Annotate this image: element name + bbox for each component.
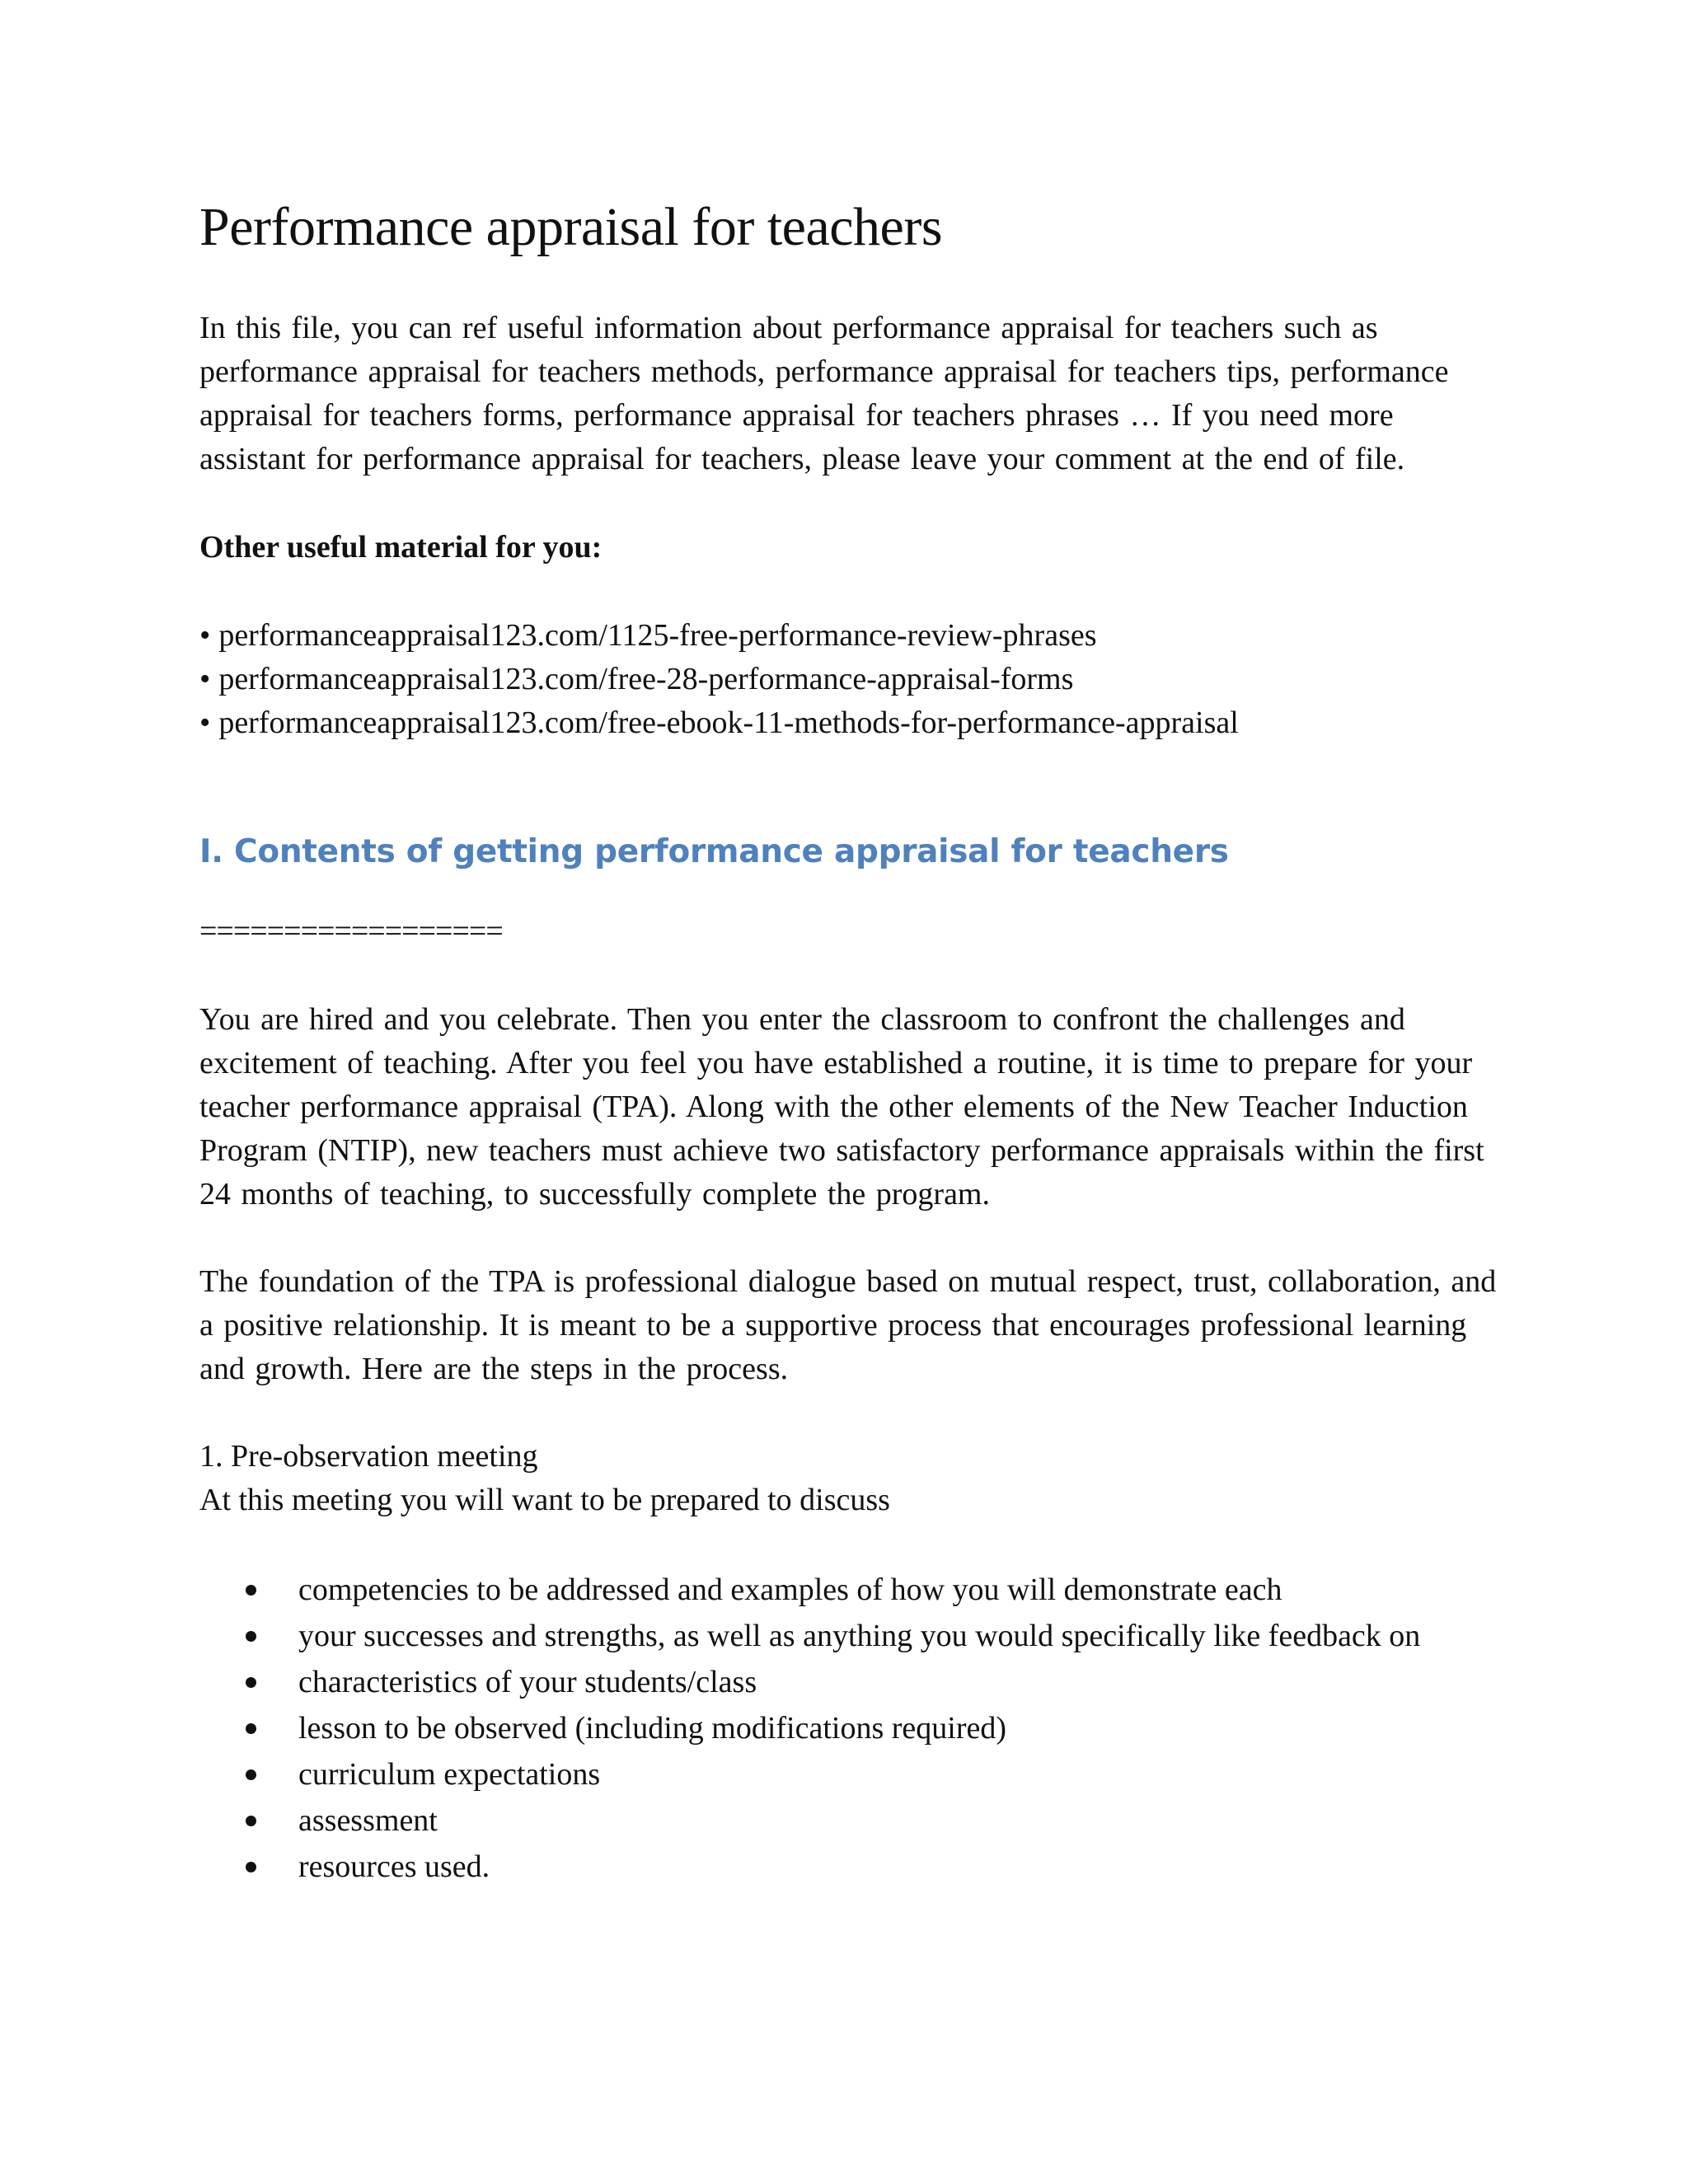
list-item-text: characteristics of your students/class [298,1665,757,1699]
material-link-text[interactable]: performanceappraisal123.com/1125-free-performance-review-phrases [218,618,1097,653]
step-lead: At this meeting you will want to be prepared to discuss [199,1483,890,1517]
bullet-icon [246,1862,256,1872]
list-item-text: lesson to be observed (including modifications required) [298,1711,1007,1746]
body-paragraph: The foundation of the TPA is professional dialogue based on mutual respect, trust, collaboration, and a positive relationship. It is meant to be a supportive process that encourages professional learning and growth. Here are the steps in the process. [199,1264,1497,1386]
discussion-bullet-list [199,1567,1502,1890]
list-item [199,1613,1502,1659]
separator-line: ================== [199,914,503,949]
list-item [199,1659,1502,1705]
list-item-text: curriculum expectations [298,1757,601,1792]
list-item [199,1705,1502,1751]
material-link-item[interactable] [199,701,1502,745]
bullet-icon [246,1816,256,1826]
bullet-icon [246,1631,256,1642]
material-link-list [199,614,1502,745]
bullet-icon [246,1723,256,1734]
bullet-icon: • [199,705,211,740]
list-item-text: competencies to be addressed and examples of how you will demonstrate each [298,1572,1282,1607]
list-item [199,1844,1502,1890]
bullet-icon: • [199,662,211,696]
document-content [199,194,1502,1890]
material-link-item[interactable] [199,658,1502,701]
document-title: Performance appraisal for teachers [199,197,943,257]
list-item-text: assessment [298,1803,438,1838]
body-paragraph: You are hired and you celebrate. Then you enter the classroom to confront the challenges and excitement of teaching. After you feel you have established a routine, it is time to prepare for your teacher performance appraisal (TPA). Along with the other elements of the New Teacher Induction Program (NTIP), new teachers must achieve two satisfactory performance appraisals within the first 24 months of teaching, to successfully complete the program. [199,1002,1484,1212]
material-link-text[interactable]: performanceappraisal123.com/free-28-performance-appraisal-forms [218,662,1074,696]
bullet-icon [246,1585,256,1596]
list-item [199,1797,1502,1844]
section-heading: I. Contents of getting performance appraisal for teachers [199,833,1229,870]
list-item [199,1567,1502,1613]
step-title: 1. Pre-observation meeting [199,1439,538,1474]
list-item [199,1751,1502,1797]
bullet-icon: • [199,618,211,653]
list-item-text: resources used. [298,1849,490,1884]
material-link-item[interactable] [199,614,1502,658]
bullet-icon [246,1677,256,1688]
intro-paragraph: In this file, you can ref useful information about performance appraisal for teachers such as performance appraisal for teachers methods, performance appraisal for teachers tips, performance appraisal for teachers forms, performance appraisal for teachers phrases … If you need more assistant for performance appraisal for teachers, please leave your comment at the end of file. [199,311,1449,476]
list-item-text: your successes and strengths, as well as anything you would specifically like feedback on [298,1619,1421,1653]
bullet-icon [246,1769,256,1780]
material-link-text[interactable]: performanceappraisal123.com/free-ebook-11-methods-for-performance-appraisal [218,705,1239,740]
other-material-heading: Other useful material for you: [199,530,603,565]
